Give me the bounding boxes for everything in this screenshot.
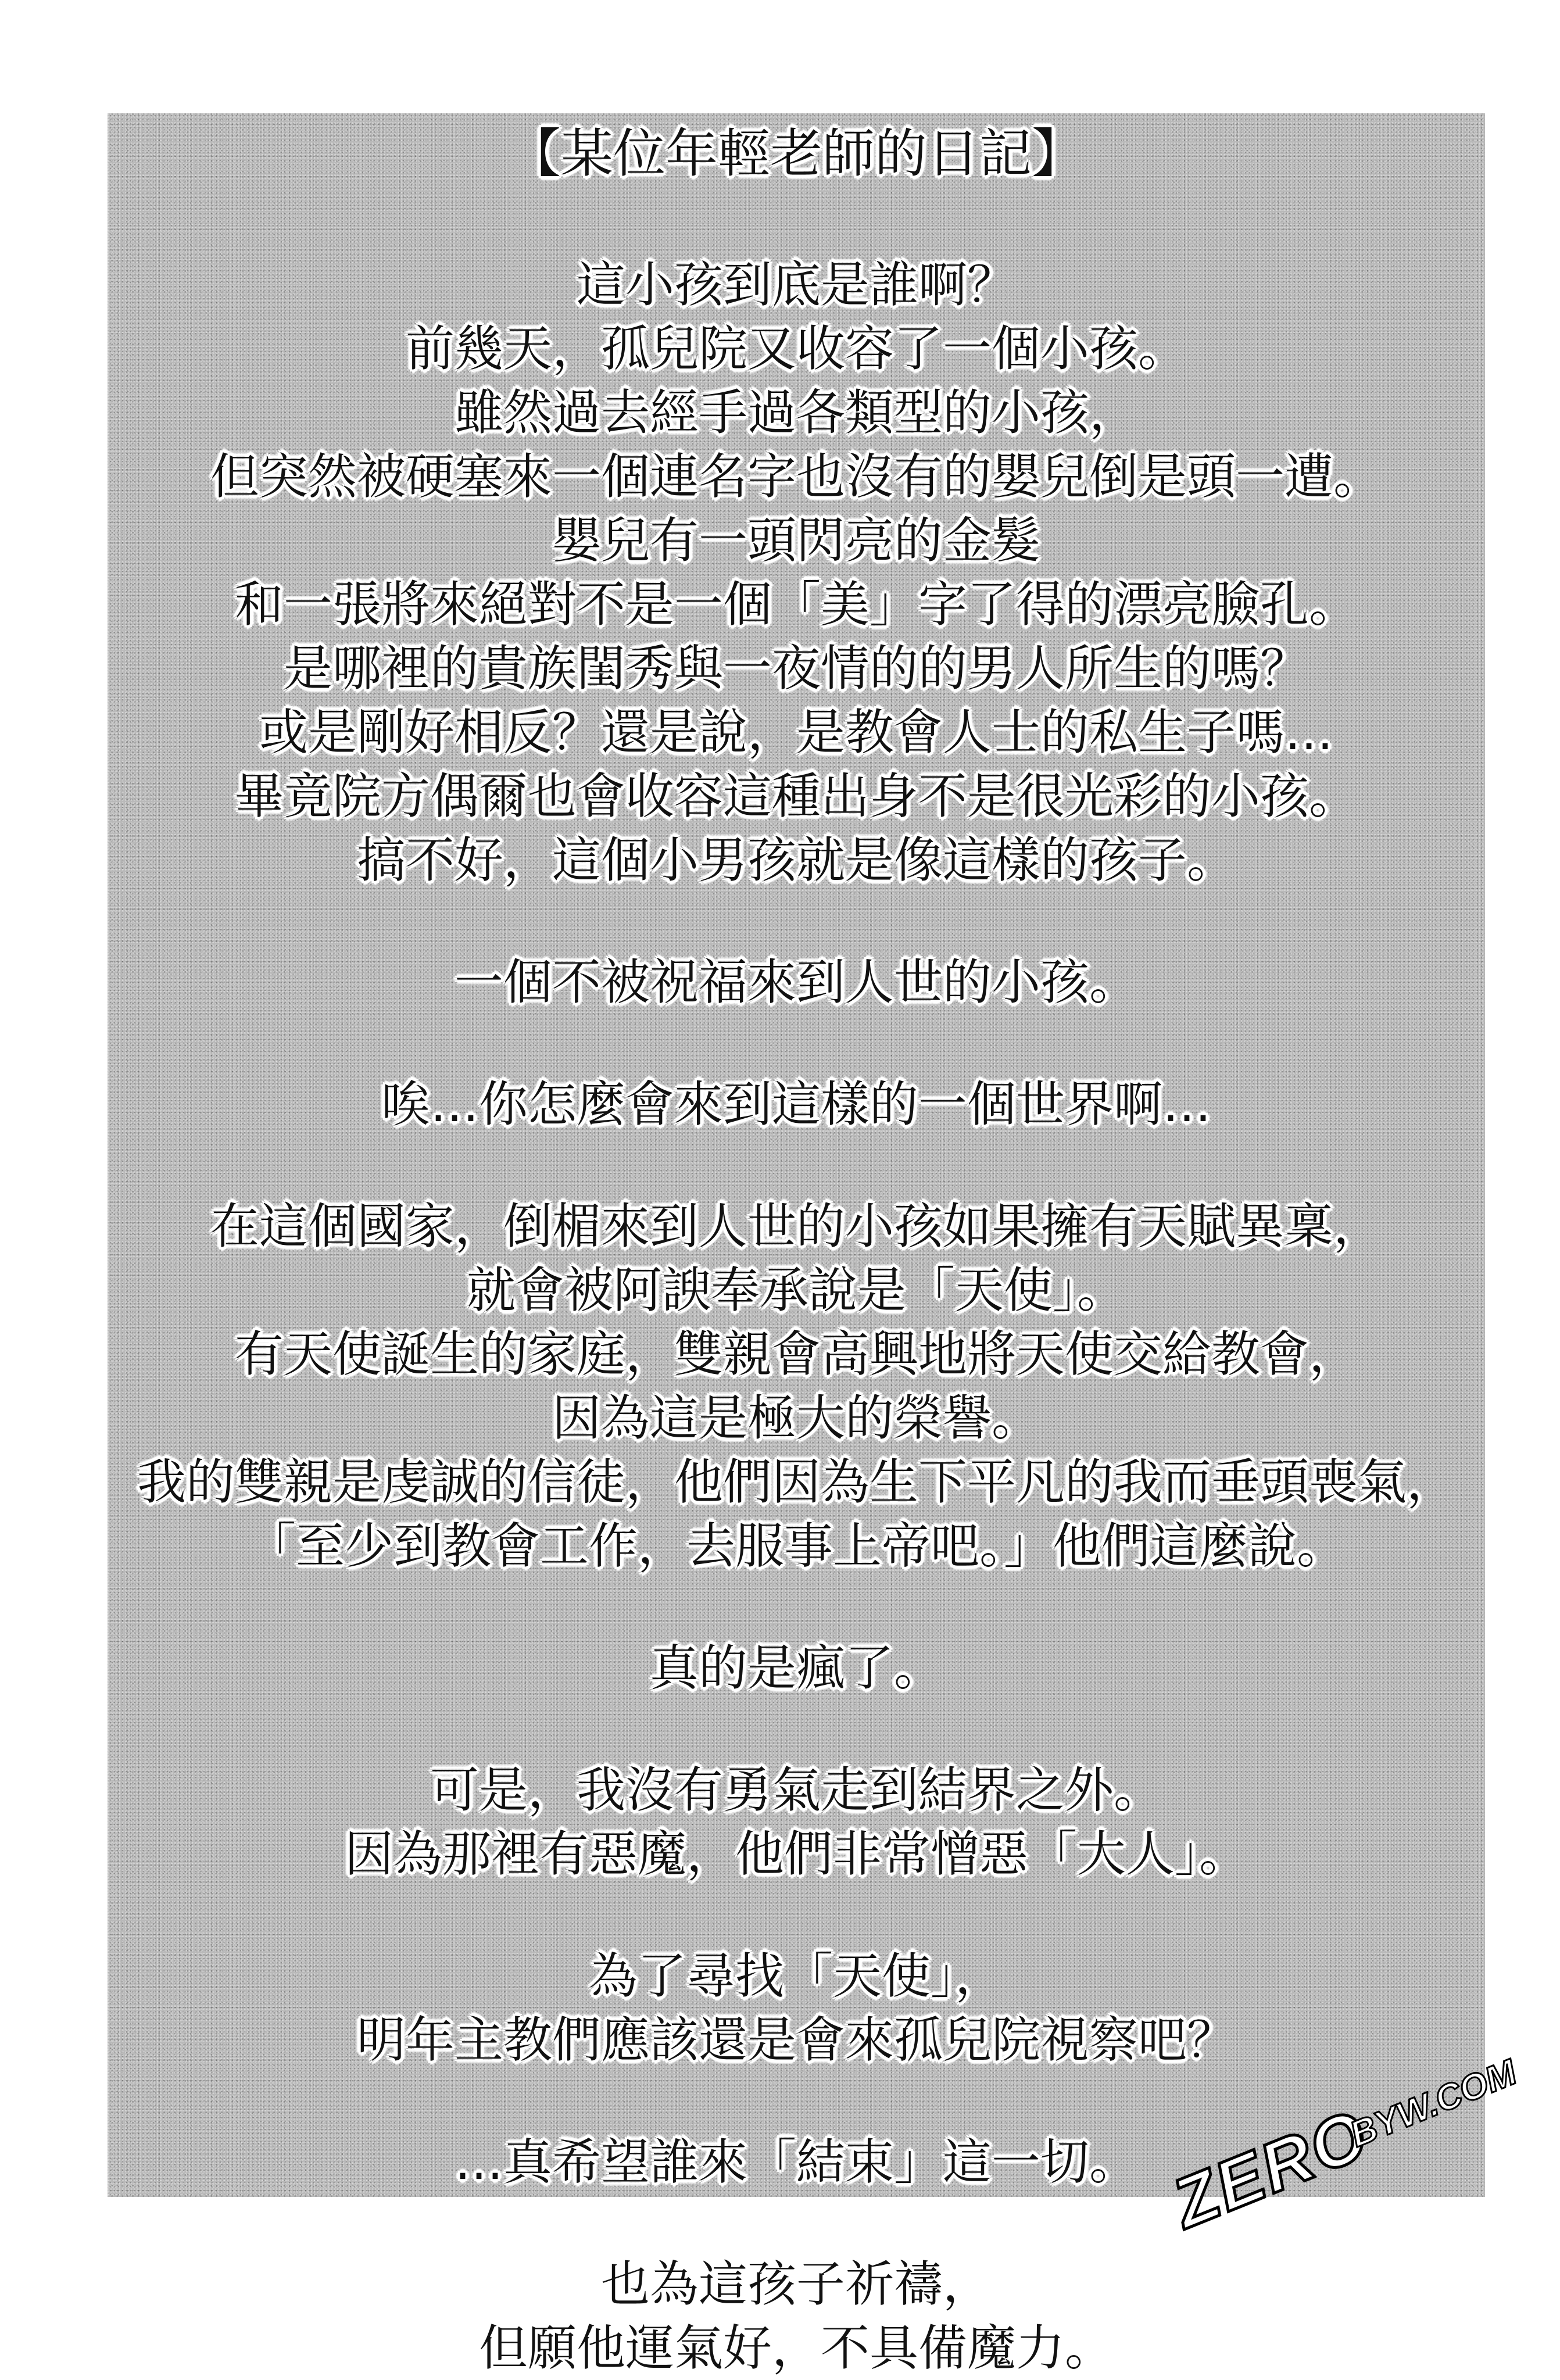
diary-text-block	[108, 113, 1485, 2380]
text-line: 也為這孩子祈禱，	[600, 2256, 992, 2313]
diary-title: 【某位年輕老師的日記】	[509, 123, 1084, 184]
watermark-logo	[1122, 2052, 1540, 2243]
paragraph-1	[108, 253, 1485, 892]
text-line: 因為那裡有惡魔，他們非常憎惡「大人」。	[344, 1826, 1248, 1882]
paragraph-5	[108, 1636, 1485, 1700]
paragraph-7	[108, 1944, 1485, 2072]
text-line: 嬰兒有一頭閃亮的金髮	[552, 512, 1040, 569]
text-line: 就會被阿諛奉承說是「天使」。	[466, 1262, 1126, 1319]
text-line: 前幾天，孤兒院又收容了一個小孩。	[405, 320, 1187, 377]
text-line: 和一張將來絕對不是一個「美」字了得的漂亮臉孔。	[234, 576, 1358, 633]
text-line: …真希望誰來「結束」這一切。	[454, 2134, 1138, 2191]
text-line: 在這個國家，倒楣來到人世的小孩如果擁有天賦異稟，	[210, 1198, 1382, 1255]
watermark-text-small: BYW.COM	[1344, 2052, 1522, 2155]
text-line: 但願他運氣好，不具備魔力。	[478, 2320, 1114, 2377]
text-line: 真的是瘋了。	[649, 1640, 943, 1697]
text-line: 搞不好，這個小男孩就是像這樣的孩子。	[356, 832, 1236, 889]
text-line: 有天使誕生的家庭，雙親會高興地將天使交給教會，	[234, 1326, 1358, 1383]
paragraph-3	[108, 1072, 1485, 1136]
paragraph-2	[108, 950, 1485, 1014]
paragraph-9	[108, 2252, 1485, 2380]
text-line: 我的雙親是虔誠的信徒，他們因為生下平凡的我而垂頭喪氣，	[137, 1454, 1455, 1511]
text-line: 這小孩到底是誰啊？	[576, 256, 1016, 313]
paragraph-6	[108, 1758, 1485, 1886]
text-line: 「至少到教會工作，去服事上帝吧。」他們這麼說。	[246, 1518, 1346, 1574]
paragraph-4	[108, 1194, 1485, 1578]
text-line: 明年主教們應該還是會來孤兒院視察吧？	[356, 2012, 1236, 2068]
text-line: 畢竟院方偶爾也會收容這種出身不是很光彩的小孩。	[234, 768, 1358, 825]
text-line: 但突然被硬塞來一個連名字也沒有的嬰兒倒是頭一遭。	[210, 448, 1382, 505]
text-line: 是哪裡的貴族閨秀與一夜情的的男人所生的嗎？	[283, 640, 1309, 697]
text-line: 一個不被祝福來到人世的小孩。	[454, 954, 1138, 1011]
text-line: 因為這是極大的榮譽。	[552, 1390, 1040, 1447]
text-line: 雖然過去經手過各類型的小孩，	[454, 384, 1138, 441]
text-line: 為了尋找「天使」，	[588, 1948, 1004, 2005]
watermark-text-big: ZERO	[1162, 2094, 1380, 2243]
text-line: 可是，我沒有勇氣走到結界之外。	[430, 1762, 1162, 1819]
text-line: 或是剛好相反？還是說，是教會人士的私生子嗎…	[259, 704, 1333, 761]
text-line: 唉…你怎麼會來到這樣的一個世界啊…	[381, 1076, 1211, 1133]
